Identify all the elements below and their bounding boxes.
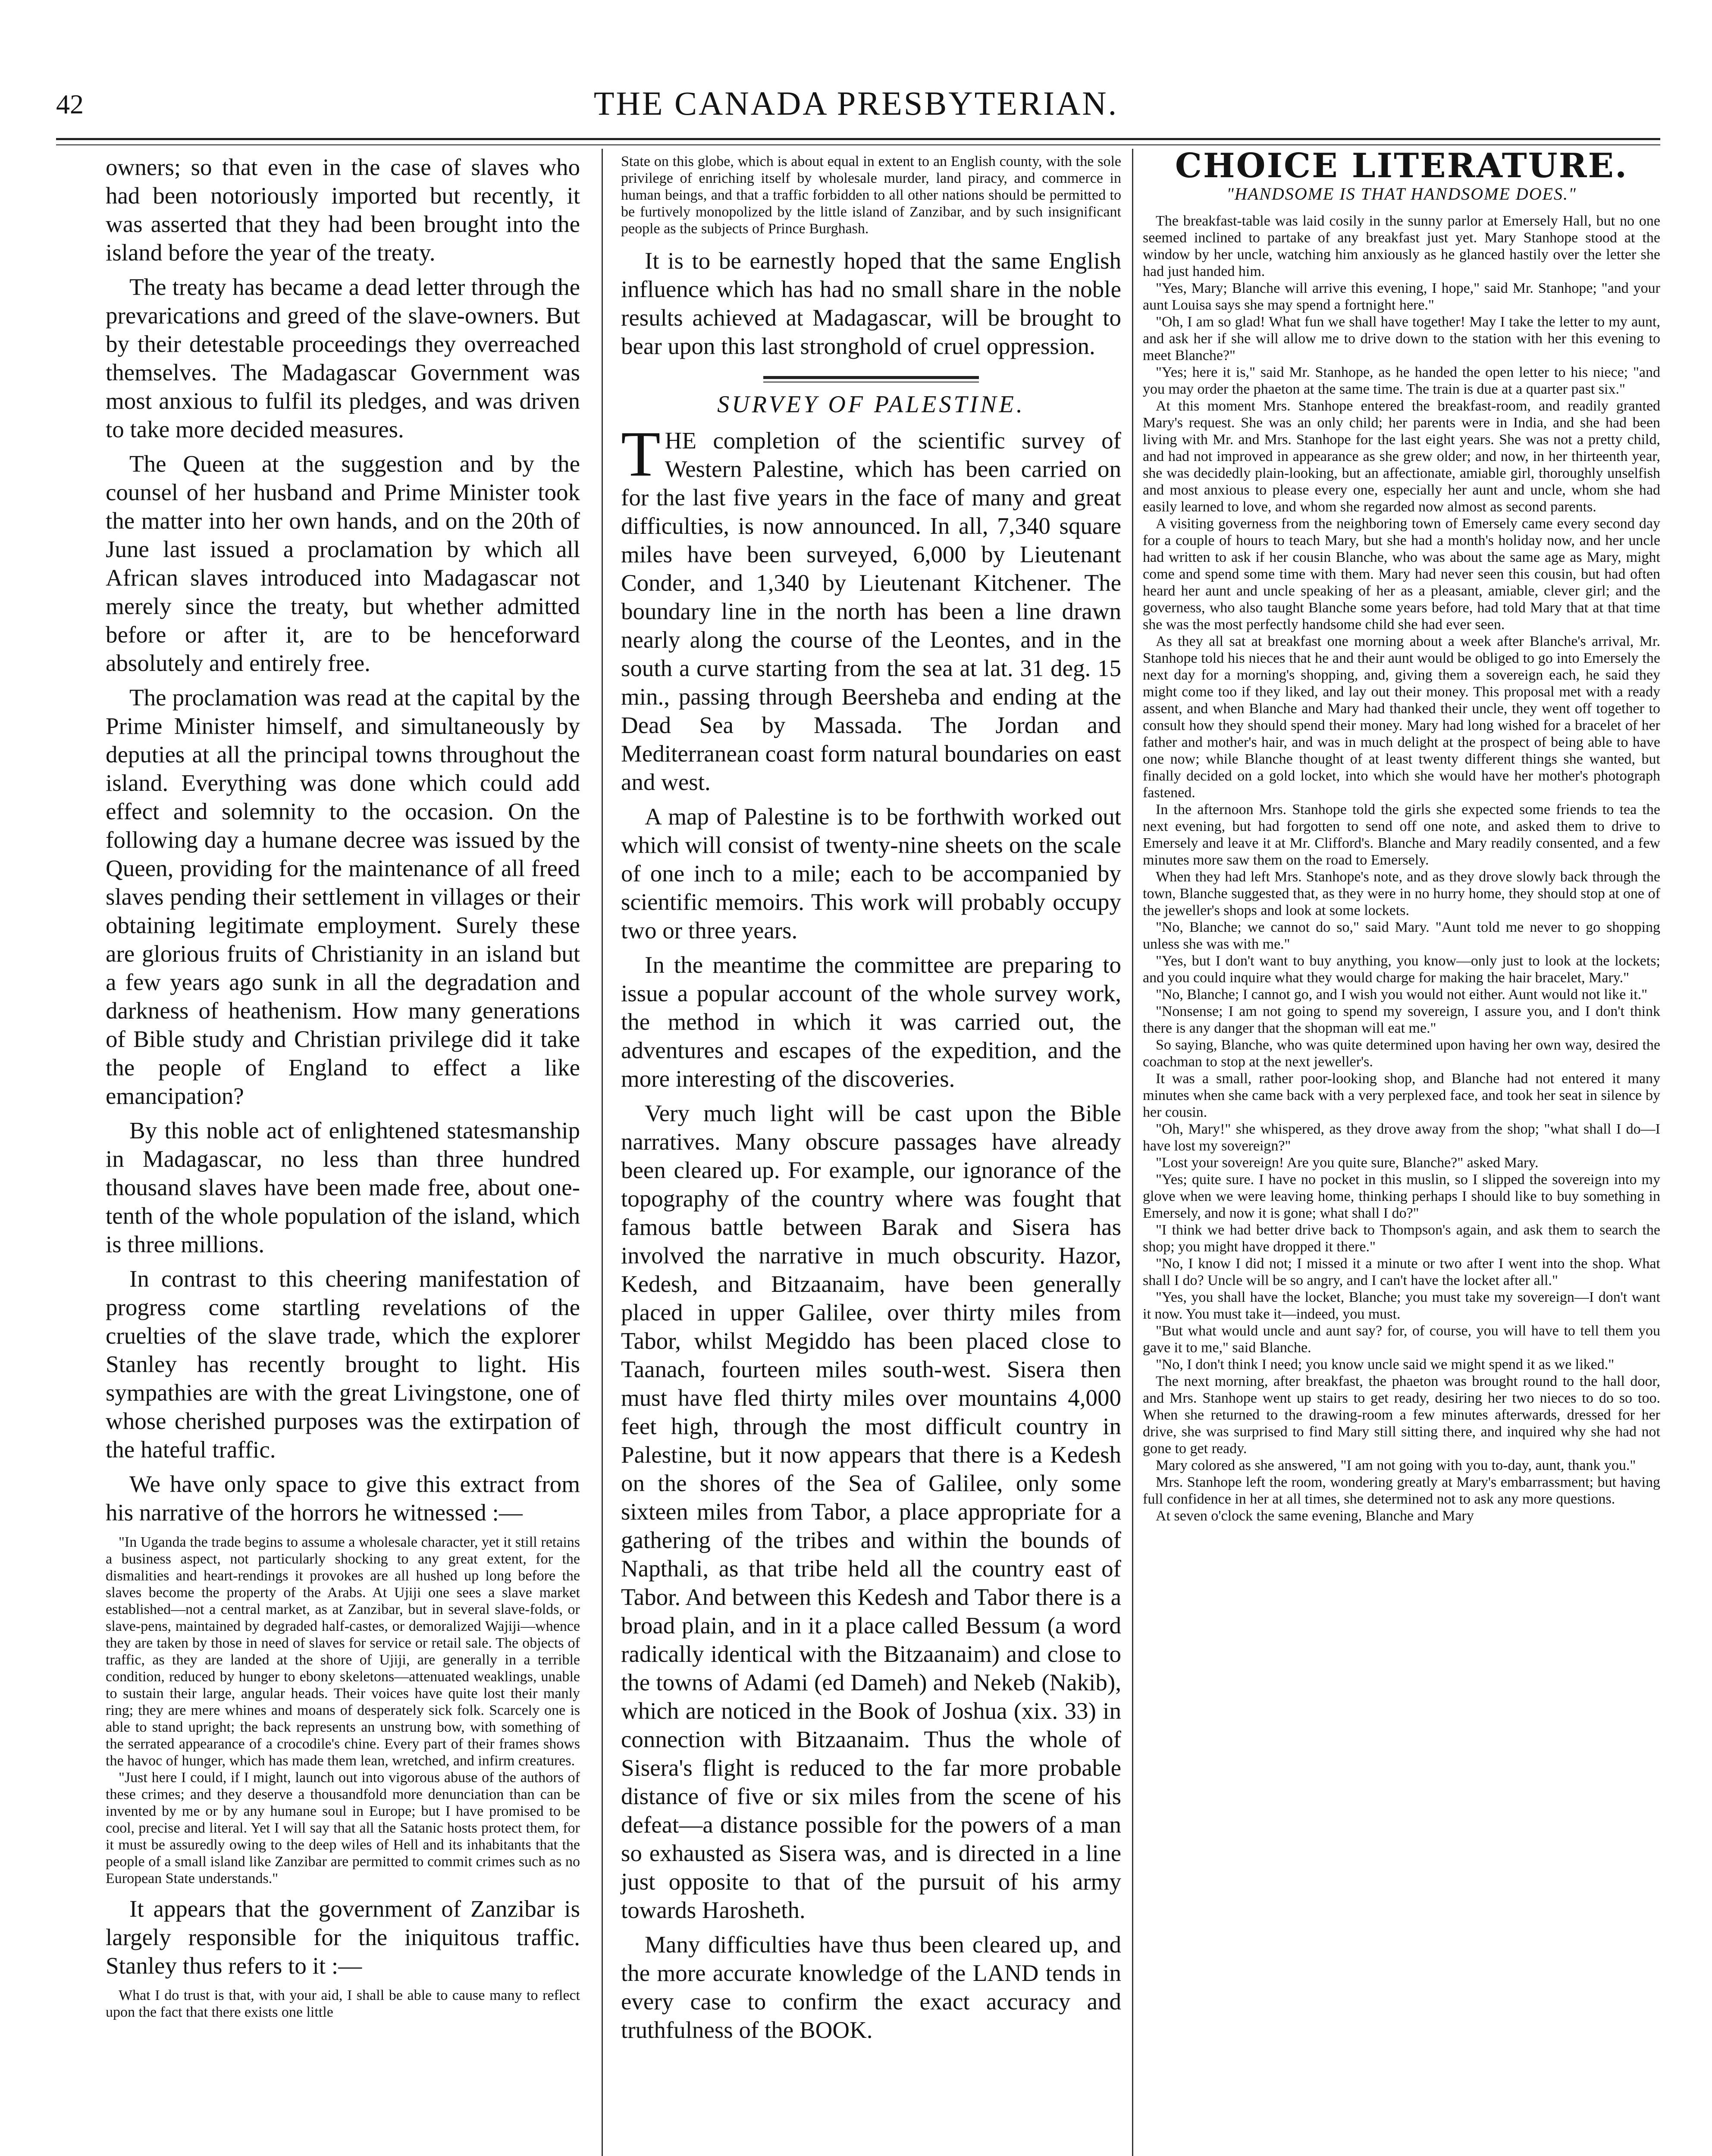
column-2 bbox=[621, 153, 1121, 2044]
paragraph: The treaty has became a dead letter through the prevarications and greed of the slave-owners. But by their detestable proceedings they overreached themselves. The Madagascar Government was most anxious to fulfil its pledges, and was driven to take more decided measures. bbox=[106, 274, 580, 442]
story-paragraph: Mary colored as she answered, "I am not going with you to-day, aunt, thank you." bbox=[1156, 1457, 1636, 1473]
story-paragraph: "Yes, but I don't want to buy anything, you know—only just to look at the lockets; and you could inquire what they would charge for making the hair bracelet, Mary." bbox=[1143, 953, 1660, 986]
story-paragraph: A visiting governess from the neighboring town of Emersely came every second day for a couple of hours to teach Mary, but she had a month's holiday now, and her uncle had written to ask if her cousin Blanche, who was about the same age as Mary, might come and spend some time with them. Mary had never seen this cousin, but had often heard her aunt and uncle speaking of her as a pleasant, amiable, clever girl; and the governess, who also taught Blanche some years before, had told Mary that at that time she was the most perfectly handsome child she had ever seen. bbox=[1143, 516, 1660, 633]
paragraph: It is to be earnestly hoped that the same English influence which has had no small share in the noble results achieved at Madagascar, will be brought to bear upon this last stronghold of cruel oppression. bbox=[621, 248, 1121, 359]
section-title: SURVEY OF PALESTINE. bbox=[717, 391, 1025, 418]
story-paragraph: "Lost your sovereign! Are you quite sure, Blanche?" asked Mary. bbox=[1156, 1155, 1539, 1171]
drop-cap: T bbox=[621, 418, 661, 490]
story-body bbox=[1143, 213, 1660, 1524]
section-title: CHOICE LITERATURE. bbox=[1175, 146, 1628, 185]
page-number: 42 bbox=[56, 89, 84, 119]
story-paragraph: "No, I don't think I need; you know uncle said we might spend it as we liked." bbox=[1156, 1357, 1615, 1373]
column-divider-1 bbox=[602, 149, 603, 2156]
story-paragraph: As they all sat at breakfast one morning about a week after Blanche's arrival, Mr. Stanhope told his nieces that he and their aunt would be obliged to go into Emersely the next day for a morning's shopping, and, giving them a sovereign each, he said they might come too if they liked, and lay out their money. This proposal met with a ready assent, and when Blanche and Mary had thanked their uncle, they went off together to consult how they should spend their money. Mary had long wished for a bracelet of her father and mother's hair, and was in much delight at the prospect of being able to have one now; while Blanche thought of at least twenty different things she wanted, but finally decided on a gold locket, into which she would have her mother's photograph fastened. bbox=[1143, 633, 1660, 801]
story-paragraph: The breakfast-table was laid cosily in the sunny parlor at Emersely Hall, but no one seemed inclined to partake of any breakfast just yet. Mary Stanhope stood at the window by her uncle, watching him anxiously as he glanced hastily over the letter she had just handed him. bbox=[1143, 213, 1660, 279]
paragraph: It appears that the government of Zanzibar is largely responsible for the iniquitous traffic. Stanley thus refers to it :— bbox=[106, 1896, 580, 1979]
paragraph: By this noble act of enlightened statesmanship in Madagascar, no less than three hundred thousand slaves have been made free, about one-tenth of the whole population of the island, which is three millions. bbox=[106, 1117, 580, 1257]
header-rule-thin bbox=[56, 144, 1660, 145]
quote-paragraph: "In Uganda the trade begins to assume a wholesale character, yet it still retains a business aspect, not particularly shocking to any great extent, for the dismalities and heart-rendings it provokes are all hushed up long before the slaves become the property of the Arabs. At Ujiji one sees a slave market established—not a central market, as at Zanzibar, but in several slave-folds, or slave-pens, maintained by degraded half-castes, or demoralized Wajiji—whence they are taken by those in need of slaves for service or retail sale. The objects of traffic, as they are landed at the shore of Ujiji, are generally in a terrible condition, reduced by hunger to ebony skeletons—attenuated weaklings, unable to sustain their large, angular heads. Their voices have quite lost their manly ring; they are mere whines and moans of desperately sick folk. Scarcely one is able to stand upright; the back represents an unstrung bow, with something of the serrated appearance of a crocodile's chine. Every part of their frames shows the havoc of hunger, which has made them lean, wretched, and infirm creatures. bbox=[106, 1534, 580, 1769]
story-paragraph: The next morning, after breakfast, the phaeton was brought round to the hall door, and Mrs. Stanhope went up stairs to get ready, desiring her two nieces to do so too. When she returned to the drawing-room a few minutes afterwards, dressed for her drive, she was surprised to find Mary still sitting there, and inquired why she had not gone to get ready. bbox=[1143, 1373, 1660, 1457]
story-paragraph: In the afternoon Mrs. Stanhope told the girls she expected some friends to tea the next evening, but had forgotten to send off one note, and asked them to drive to Emersely and leave it at Mr. Clifford's. Blanche and Mary readily consented, and a few minutes more saw them on the road to Emersely. bbox=[1143, 802, 1660, 868]
story-paragraph: At this moment Mrs. Stanhope entered the breakfast-room, and readily granted Mary's request. She was an only child; her parents were in India, and she had been living with Mr. and Mrs. Stanhope for the last eight years. She was not a pretty child, and had not improved in appearance as she grew older; and now, in her thirteenth year, she was decidedly plain-looking, but an affectionate, amiable girl, thoroughly unselfish and most anxious to please every one, especially her aunt and uncle, whom she had easily learned to love, and whom she regarded now almost as second parents. bbox=[1143, 398, 1660, 515]
quote-paragraph: State on this globe, which is about equal in extent to an English county, with the sole privilege of enriching itself by wholesale murder, land piracy, and commerce in human beings, and that a traffic forbidden to all other nations should be permitted to be furtively monopolized by the little island of Zanzibar, and by such insignificant people as the subjects of Prince Burghash. bbox=[621, 154, 1121, 237]
story-paragraph: "Yes; here it is," said Mr. Stanhope, as he handed the open letter to his niece; "and you may order the phaeton at the same time. The train is due at a quarter past six." bbox=[1143, 364, 1660, 397]
block-quote bbox=[106, 1987, 580, 2021]
story-paragraph: At seven o'clock the same evening, Blanche and Mary bbox=[1156, 1508, 1474, 1524]
story-paragraph: "Oh, Mary!" she whispered, as they drove away from the shop; "what shall I do—I have lost my sovereign?" bbox=[1143, 1121, 1660, 1154]
story-paragraph: "Yes, Mary; Blanche will arrive this evening, I hope," said Mr. Stanhope; "and your aunt Louisa says she may spend a fortnight here." bbox=[1143, 280, 1660, 313]
story-paragraph: "Yes, you shall have the locket, Blanche; you must take my sovereign—I don't want it now. You must take it—indeed, you must. bbox=[1143, 1289, 1660, 1322]
block-quote bbox=[106, 1534, 580, 1887]
story-paragraph: "Yes; quite sure. I have no pocket in this muslin, so I slipped the sovereign into my glove when we were leaving home, thinking perhaps I should like to buy something in Emersely, and now it is gone; what shall I do?" bbox=[1143, 1172, 1660, 1221]
block-quote-continued bbox=[621, 153, 1121, 237]
paragraph bbox=[621, 418, 1121, 796]
story-paragraph: When they had left Mrs. Stanhope's note, and as they drove slowly back through the town, Blanche suggested that, as they were in no hurry home, they should stop at one of the jeweller's shops and look at some lockets. bbox=[1143, 869, 1660, 918]
quote-paragraph: What I do trust is that, with your aid, I shall be able to cause many to reflect upon the fact that there exists one little bbox=[106, 1987, 580, 2020]
story-paragraph: So saying, Blanche, who was quite determined upon having her own way, desired the coachman to stop at the next jeweller's. bbox=[1143, 1037, 1660, 1070]
paragraph: In contrast to this cheering manifestation of progress come startling revelations of the cruelties of the slave trade, which the explorer Stanley has recently brought to light. His sympathies are with the great Livingstone, one of whose cherished purposes was the extirpation of the hateful traffic. bbox=[106, 1266, 580, 1463]
story-paragraph: Mrs. Stanhope left the room, wondering greatly at Mary's embarrassment; but having full confidence in her at all times, she determined not to ask any more questions. bbox=[1143, 1474, 1660, 1507]
paragraph-text: HE completion of the scientific survey of Western Palestine, which has been carried on for the last five years in the face of many and great difficulties, is now announced. In all, 7,340 square miles have been surveyed, 6,000 by Lieutenant Conder, and 1,340 by Lieutenant Kitchener. The boundary line in the north has been a line drawn nearly along the course of the Leontes, and in the south a curve starting from the sea at lat. 31 deg. 15 min., passing through Beersheba and ending at the Dead Sea by Massada. The Jordan and Mediterranean coast form natural boundaries on east and west. bbox=[621, 427, 1121, 795]
header-rule bbox=[56, 138, 1660, 140]
story-paragraph: "But what would uncle and aunt say? for, of course, you will have to tell them you gave it to me," said Blanche. bbox=[1143, 1323, 1660, 1356]
story-paragraph: "No, Blanche; we cannot do so," said Mary. "Aunt told me never to go shopping unless she was with me." bbox=[1143, 919, 1660, 952]
paragraph: Many difficulties have thus been cleared up, and the more accurate knowledge of the LAND tends in every case to confirm the exact accuracy and truthfulness of the BOOK. bbox=[621, 1931, 1121, 2043]
masthead: THE CANADA PRESBYTERIAN. bbox=[593, 85, 1119, 122]
story-paragraph: "No, Blanche; I cannot go, and I wish you would not either. Aunt would not like it." bbox=[1156, 987, 1648, 1003]
story-paragraph: "Nonsense; I am not going to spend my sovereign, I assure you, and I don't think there is any danger that the shopman will eat me." bbox=[1143, 1003, 1660, 1036]
paragraph: Very much light will be cast upon the Bible narratives. Many obscure passages have already been cleared up. For example, our ignorance of the topography of the country where was fought that famous battle between Barak and Sisera has involved the narrative in much obscurity. Hazor, Kedesh, and Bitzaanaim, have been generally placed in upper Galilee, over thirty miles from Tabor, whilst Megiddo has been placed close to Taanach, fourteen miles south-west. Sisera then must have fled thirty miles over mountains 4,000 feet high, through the most difficult country in Palestine, but it now appears that there is a Kedesh on the shores of the Sea of Galilee, only some sixteen miles from Tabor, a place appropriate for a gathering of the tribes and within the bounds of Napthali, as that tribe held all the country east of Tabor. And between this Kedesh and Tabor there is a broad plain, and in it a place called Bessum (a word radically identical with the Bitzaanaim) and close to the towns of Adami (ed Dameh) and Nekeb (Nakib), which are noticed in the Book of Joshua (xix. 33) in connection with Bitzaanaim. Thus the whole of Sisera's flight is reduced to the far more probable distance of five or six miles from the scene of his defeat—a distance possible for the powers of a man so exhausted as Sisera was, and is directed in a line just opposite to that of the pursuit of his army towards Harosheth. bbox=[621, 1100, 1121, 1923]
story-paragraph: "Oh, I am so glad! What fun we shall have together! May I take the letter to my aunt, and ask her if she will allow me to drive down to the station with her this evening to meet Blanche?" bbox=[1143, 314, 1660, 364]
paragraph: owners; so that even in the case of slaves who had been notoriously imported but recently, it was asserted that they had been brought into the island before the year of the treaty. bbox=[106, 154, 580, 266]
paragraph: A map of Palestine is to be forthwith worked out which will consist of twenty-nine sheets on the scale of one inch to a mile; each to be accompanied by scientific memoirs. This work will probably occupy two or three years. bbox=[621, 803, 1121, 943]
quote-paragraph: "Just here I could, if I might, launch out into vigorous abuse of the authors of these crimes; and they deserve a thousandfold more denunciation than can be invented by me or by any humane soul in Europe; but I have promised to be cool, precise and literal. Yet I will say that all the Satanic hosts protect them, for it must be assuredly owing to the deep wiles of Hell and its inhabitants that the people of a small island like Zanzibar are permitted to commit crimes such as no European State understands." bbox=[106, 1770, 580, 1887]
paragraph: In the meantime the committee are preparing to issue a popular account of the whole survey work, the method in which it was carried out, the adventures and escapes of the expedition, and the more interesting of the discoveries. bbox=[621, 952, 1121, 1092]
column-3 bbox=[1143, 146, 1660, 1524]
story-paragraph: "I think we had better drive back to Thompson's again, and ask them to search the shop; you might have dropped it there." bbox=[1143, 1222, 1660, 1255]
column-1 bbox=[106, 153, 580, 2028]
story-paragraph: "No, I know I did not; I missed it a minute or two after I went into the shop. What shall I do? Uncle will be so angry, and I can't have the locket after all." bbox=[1143, 1256, 1660, 1288]
story-title: "HANDSOME IS THAT HANDSOME DOES." bbox=[1226, 184, 1577, 204]
paragraph: The proclamation was read at the capital by the Prime Minister himself, and simultaneously by deputies at all the principal towns throughout the island. Everything was done which could add effect and solemnity to the occasion. On the following day a humane decree was issued by the Queen, providing for the maintenance of all freed slaves pending their settlement in villages or their obtaining legitimate employment. Surely these are glorious fruits of Christianity in an island but a few years ago sunk in all the degradation and darkness of heathenism. How many generations of Bible study and Christian privilege did it take the people of England to effect a like emancipation? bbox=[106, 684, 580, 1109]
column-divider-2 bbox=[1132, 149, 1133, 2156]
paragraph: The Queen at the suggestion and by the counsel of her husband and Prime Minister took the matter into her own hands, and on the 20th of June last issued a proclamation by which all African slaves introduced into Madagascar not merely since the treaty, but whether admitted before or after it, are to be henceforward absolutely and entirely free. bbox=[106, 451, 580, 676]
paragraph: We have only space to give this extract from his narrative of the horrors he witnessed :— bbox=[106, 1471, 580, 1526]
story-paragraph: It was a small, rather poor-looking shop, and Blanche had not entered it many minutes when she came back with a very perplexed face, and took her seat in silence by her cousin. bbox=[1143, 1071, 1660, 1120]
section-rule bbox=[763, 376, 979, 379]
